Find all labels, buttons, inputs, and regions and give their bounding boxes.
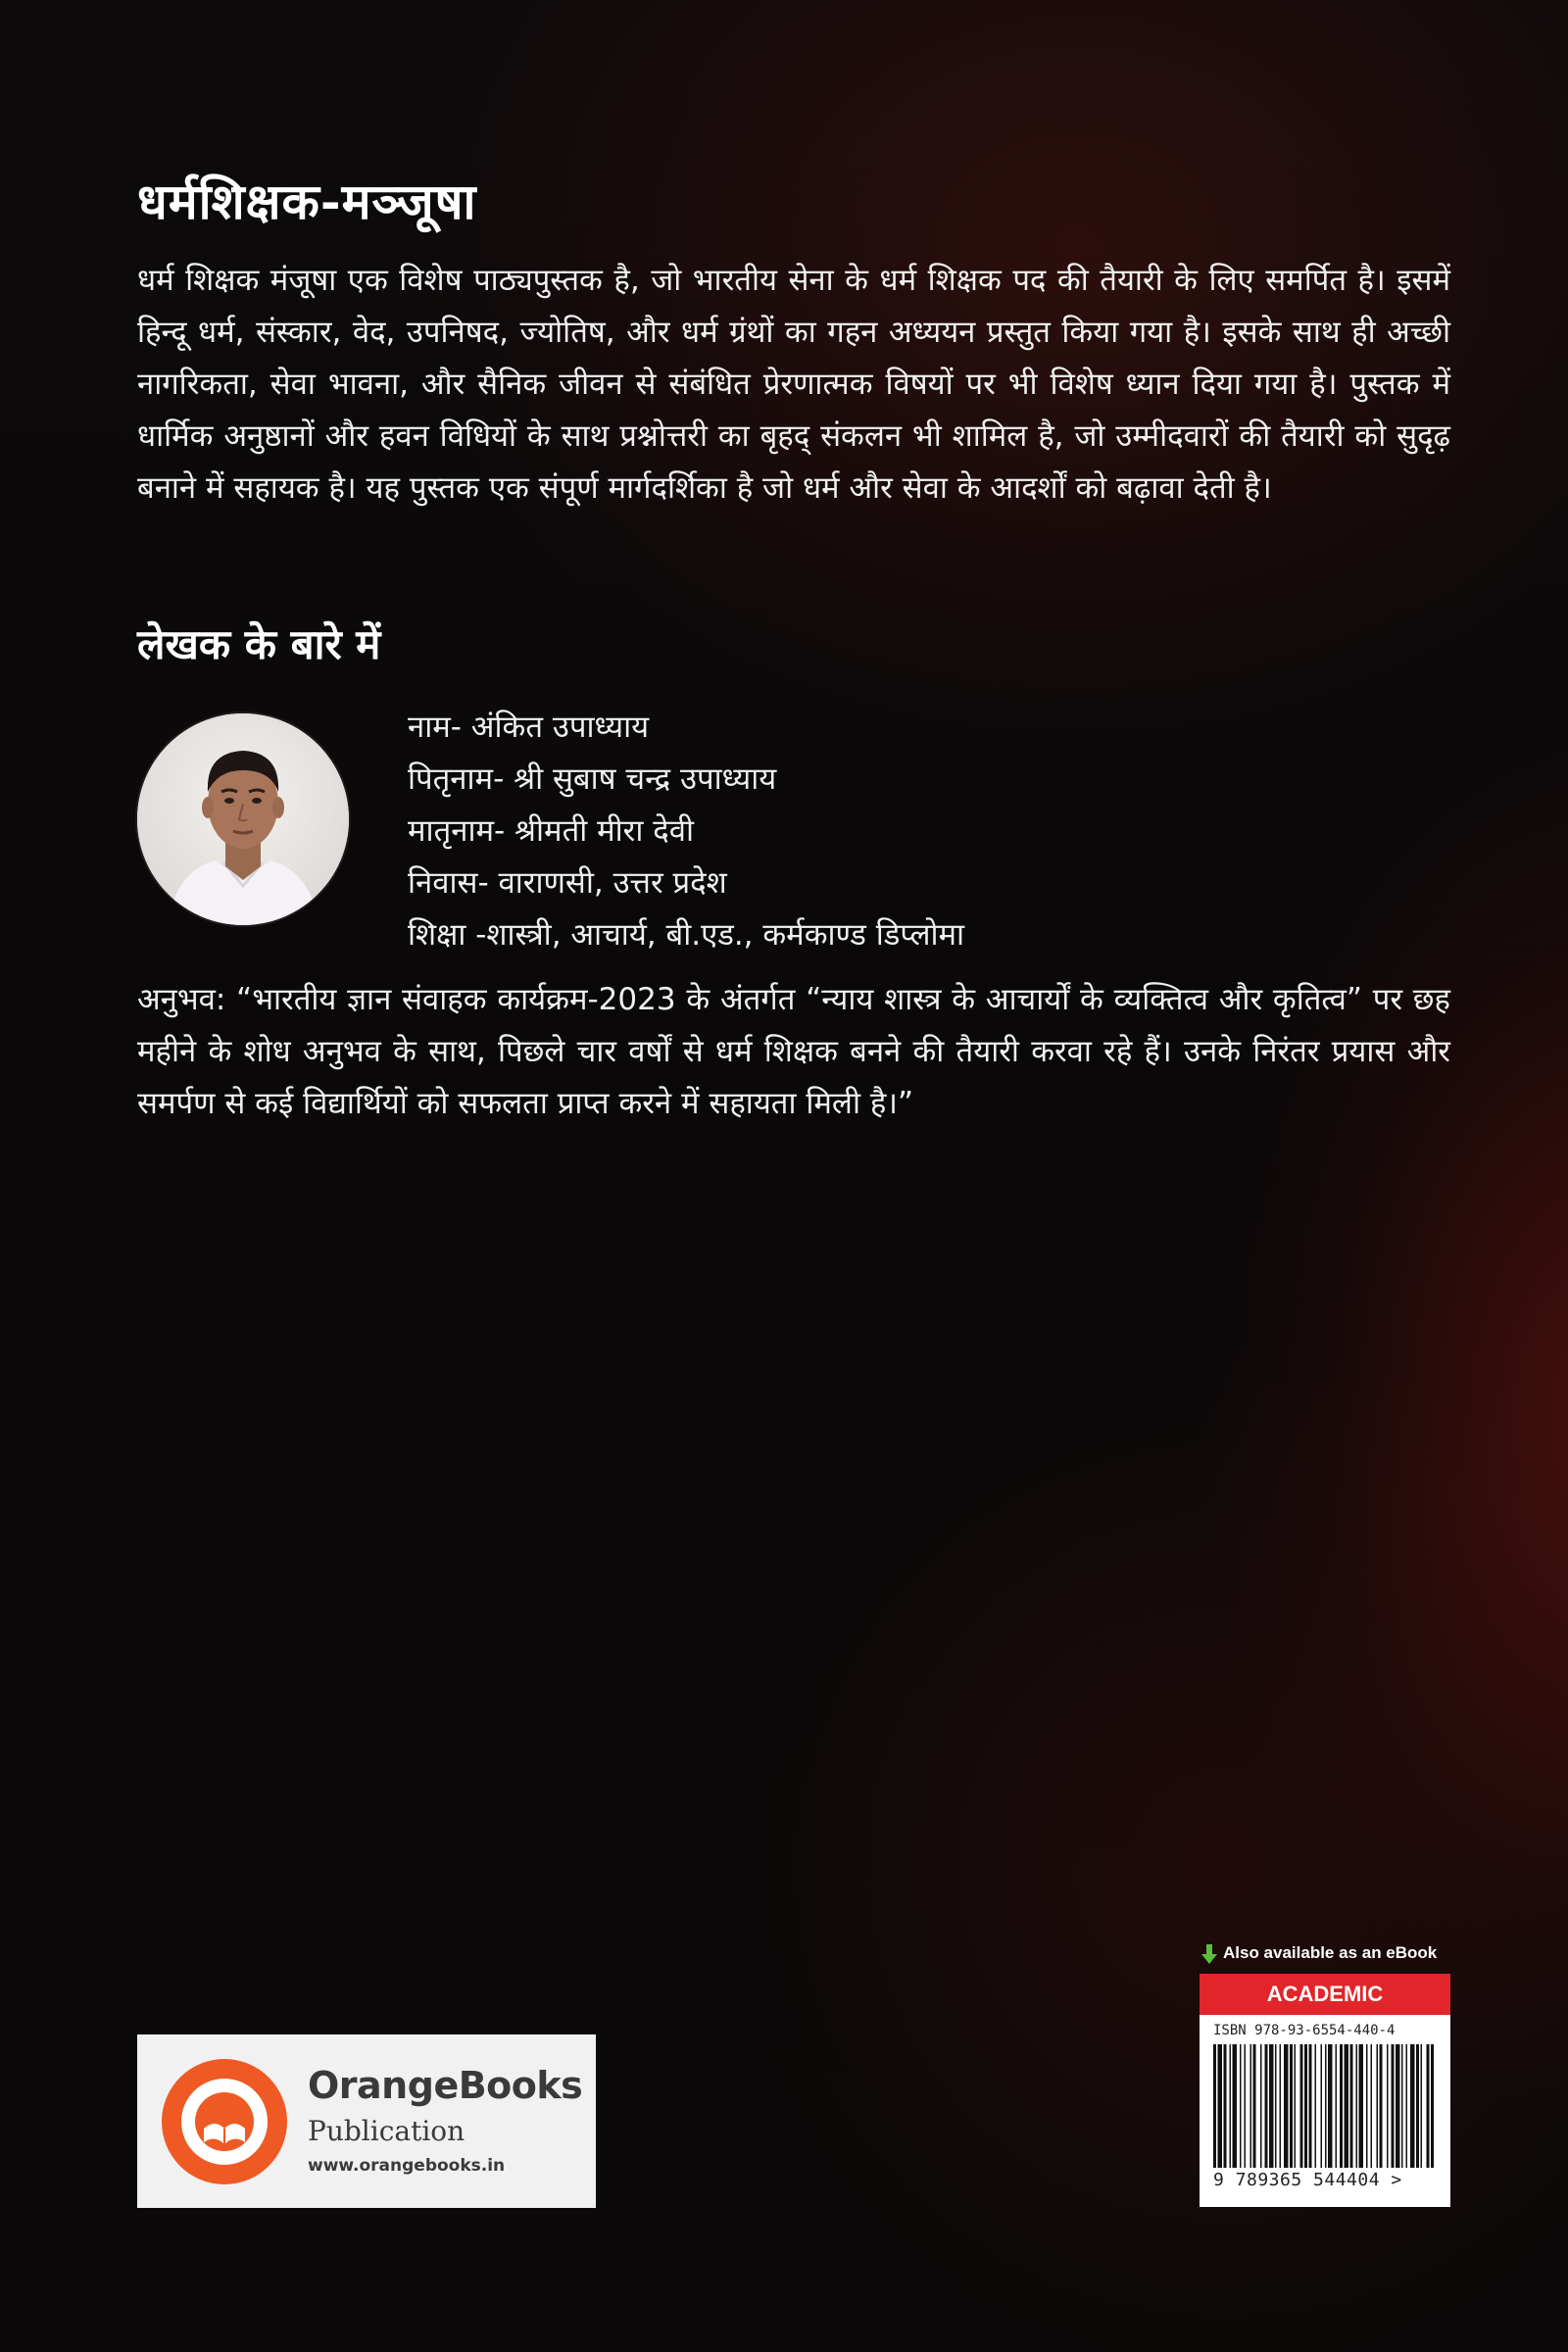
barcode-bar <box>1290 2044 1293 2168</box>
author-residence: निवास- वाराणसी, उत्तर प्रदेश <box>408 865 727 901</box>
barcode-bar <box>1325 2044 1327 2168</box>
author-mother-name: मातृनाम- श्रीमती मीरा देवी <box>408 813 694 849</box>
barcode-bar <box>1280 2044 1282 2168</box>
barcode-bar <box>1213 2044 1216 2168</box>
barcode-bar <box>1233 2044 1238 2168</box>
barcode-bar <box>1396 2044 1400 2168</box>
publisher-url: www.orangebooks.in <box>308 2156 506 2176</box>
barcode-bar <box>1309 2044 1312 2168</box>
barcode-bar <box>1387 2044 1389 2168</box>
barcode-bar <box>1356 2044 1358 2168</box>
down-arrow-icon <box>1201 1944 1217 1964</box>
barcode-bar <box>1275 2044 1277 2168</box>
ebook-note-text: Also available as an eBook <box>1223 1943 1438 1962</box>
barcode-bar <box>1340 2044 1343 2168</box>
barcode-bar <box>1218 2044 1223 2168</box>
barcode-bar <box>1416 2044 1419 2168</box>
author-photo <box>137 713 349 925</box>
barcode-bar <box>1230 2044 1232 2168</box>
barcode <box>1213 2044 1437 2168</box>
barcode-bar <box>1245 2044 1247 2168</box>
barcode-bar <box>1350 2044 1353 2168</box>
barcode-bar <box>1321 2044 1323 2168</box>
author-details <box>408 702 964 961</box>
barcode-bar <box>1304 2044 1307 2168</box>
barcode-bar <box>1295 2044 1297 2168</box>
author-father-name: पितृनाम- श्री सुबाष चन्द्र उपाध्याय <box>408 761 777 797</box>
barcode-bar <box>1406 2044 1408 2168</box>
barcode-bar <box>1336 2044 1338 2168</box>
barcode-bar <box>1224 2044 1227 2168</box>
barcode-bar <box>1250 2044 1252 2168</box>
book-title: धर्मशिक्षक-मञ्जूषा <box>137 172 477 230</box>
barcode-bar <box>1269 2044 1274 2168</box>
publisher-logo-box <box>137 2034 596 2208</box>
barcode-bar <box>1392 2044 1395 2168</box>
barcode-bar <box>1421 2044 1423 2168</box>
barcode-block <box>1200 1974 1450 2207</box>
barcode-bar <box>1371 2044 1373 2168</box>
isbn-label: ISBN 978-93-6554-440-4 <box>1213 2023 1396 2038</box>
barcode-bar <box>1328 2044 1333 2168</box>
about-author-heading: लेखक के बारे में <box>137 620 381 668</box>
barcode-bar <box>1359 2044 1364 2168</box>
barcode-bar <box>1431 2044 1434 2168</box>
barcode-bar <box>1265 2044 1268 2168</box>
barcode-bar <box>1300 2044 1303 2168</box>
barcode-bar <box>1380 2044 1383 2168</box>
book-description: धर्म शिक्षक मंजूषा एक विशेष पाठ्यपुस्तक है, जो भारतीय सेना के धर्म शिक्षक पद की तैयारी के लिए समर्पित है। इसमें हिन्दू धर्म, संस्कार, वेद, उपनिषद, ज्योतिष, और धर्म ग्रंथों का गहन अध्ययन प्रस्तुत किया गया है। इसके साथ ही अच्छी नागरिकता, सेवा भावना, और सैनिक जीवन से संबंधित प्रेरणात्मक विषयों पर भी विशेष ध्यान दिया गया है। पुस्तक में धार्मिक अनुष्ठानों और हवन विधियों के साथ प्रश्नोत्तरी का बृहद् संकलन भी शामिल है, जो उम्मीदवारों की तैयारी को सुदृढ़ बनाने में सहायक है। यह पुस्तक एक संपूर्ण मार्गदर्शिका है जो धर्म और सेवा के आदर्शों को बढ़ावा देती है। <box>137 263 1450 506</box>
publisher-subtitle: Publication <box>308 2115 466 2147</box>
barcode-bar <box>1410 2044 1415 2168</box>
barcode-digits: 9 789365 544404 > <box>1213 2170 1402 2190</box>
author-name: नाम- अंकित उपाध्याय <box>408 710 650 745</box>
barcode-bar <box>1377 2044 1379 2168</box>
barcode-bar <box>1401 2044 1403 2168</box>
barcode-bar <box>1253 2044 1256 2168</box>
barcode-bar <box>1345 2044 1349 2168</box>
ebook-note <box>1201 1943 1437 1964</box>
barcode-bar <box>1260 2044 1262 2168</box>
barcode-bar <box>1427 2044 1430 2168</box>
author-experience: अनुभव: “भारतीय ज्ञान संवाहक कार्यक्रम-2023 के अंतर्गत “न्याय शास्त्र के आचार्यों के व्यक्तित्व और कृतित्व” पर छह महीने के शोध अनुभव के साथ, पिछले चार वर्षों से धर्म शिक्षक बनने की तैयारी करवा रहे हैं। उनके निरंतर प्रयास और समर्पण से कई विद्यार्थियों को सफलता प्राप्त करने में सहायता मिली है।” <box>137 982 1450 1121</box>
publisher-name: OrangeBooks <box>308 2064 583 2107</box>
orangebooks-logo-icon <box>161 2058 288 2185</box>
category-label: ACADEMIC <box>1200 1974 1450 2015</box>
barcode-bar <box>1366 2044 1368 2168</box>
barcode-bar <box>1240 2044 1242 2168</box>
author-education: शिक्षा -शास्त्री, आचार्य, बी.एड., कर्मकाण्ड डिप्लोमा <box>408 917 965 953</box>
barcode-bar <box>1315 2044 1317 2168</box>
barcode-bar <box>1284 2044 1289 2168</box>
